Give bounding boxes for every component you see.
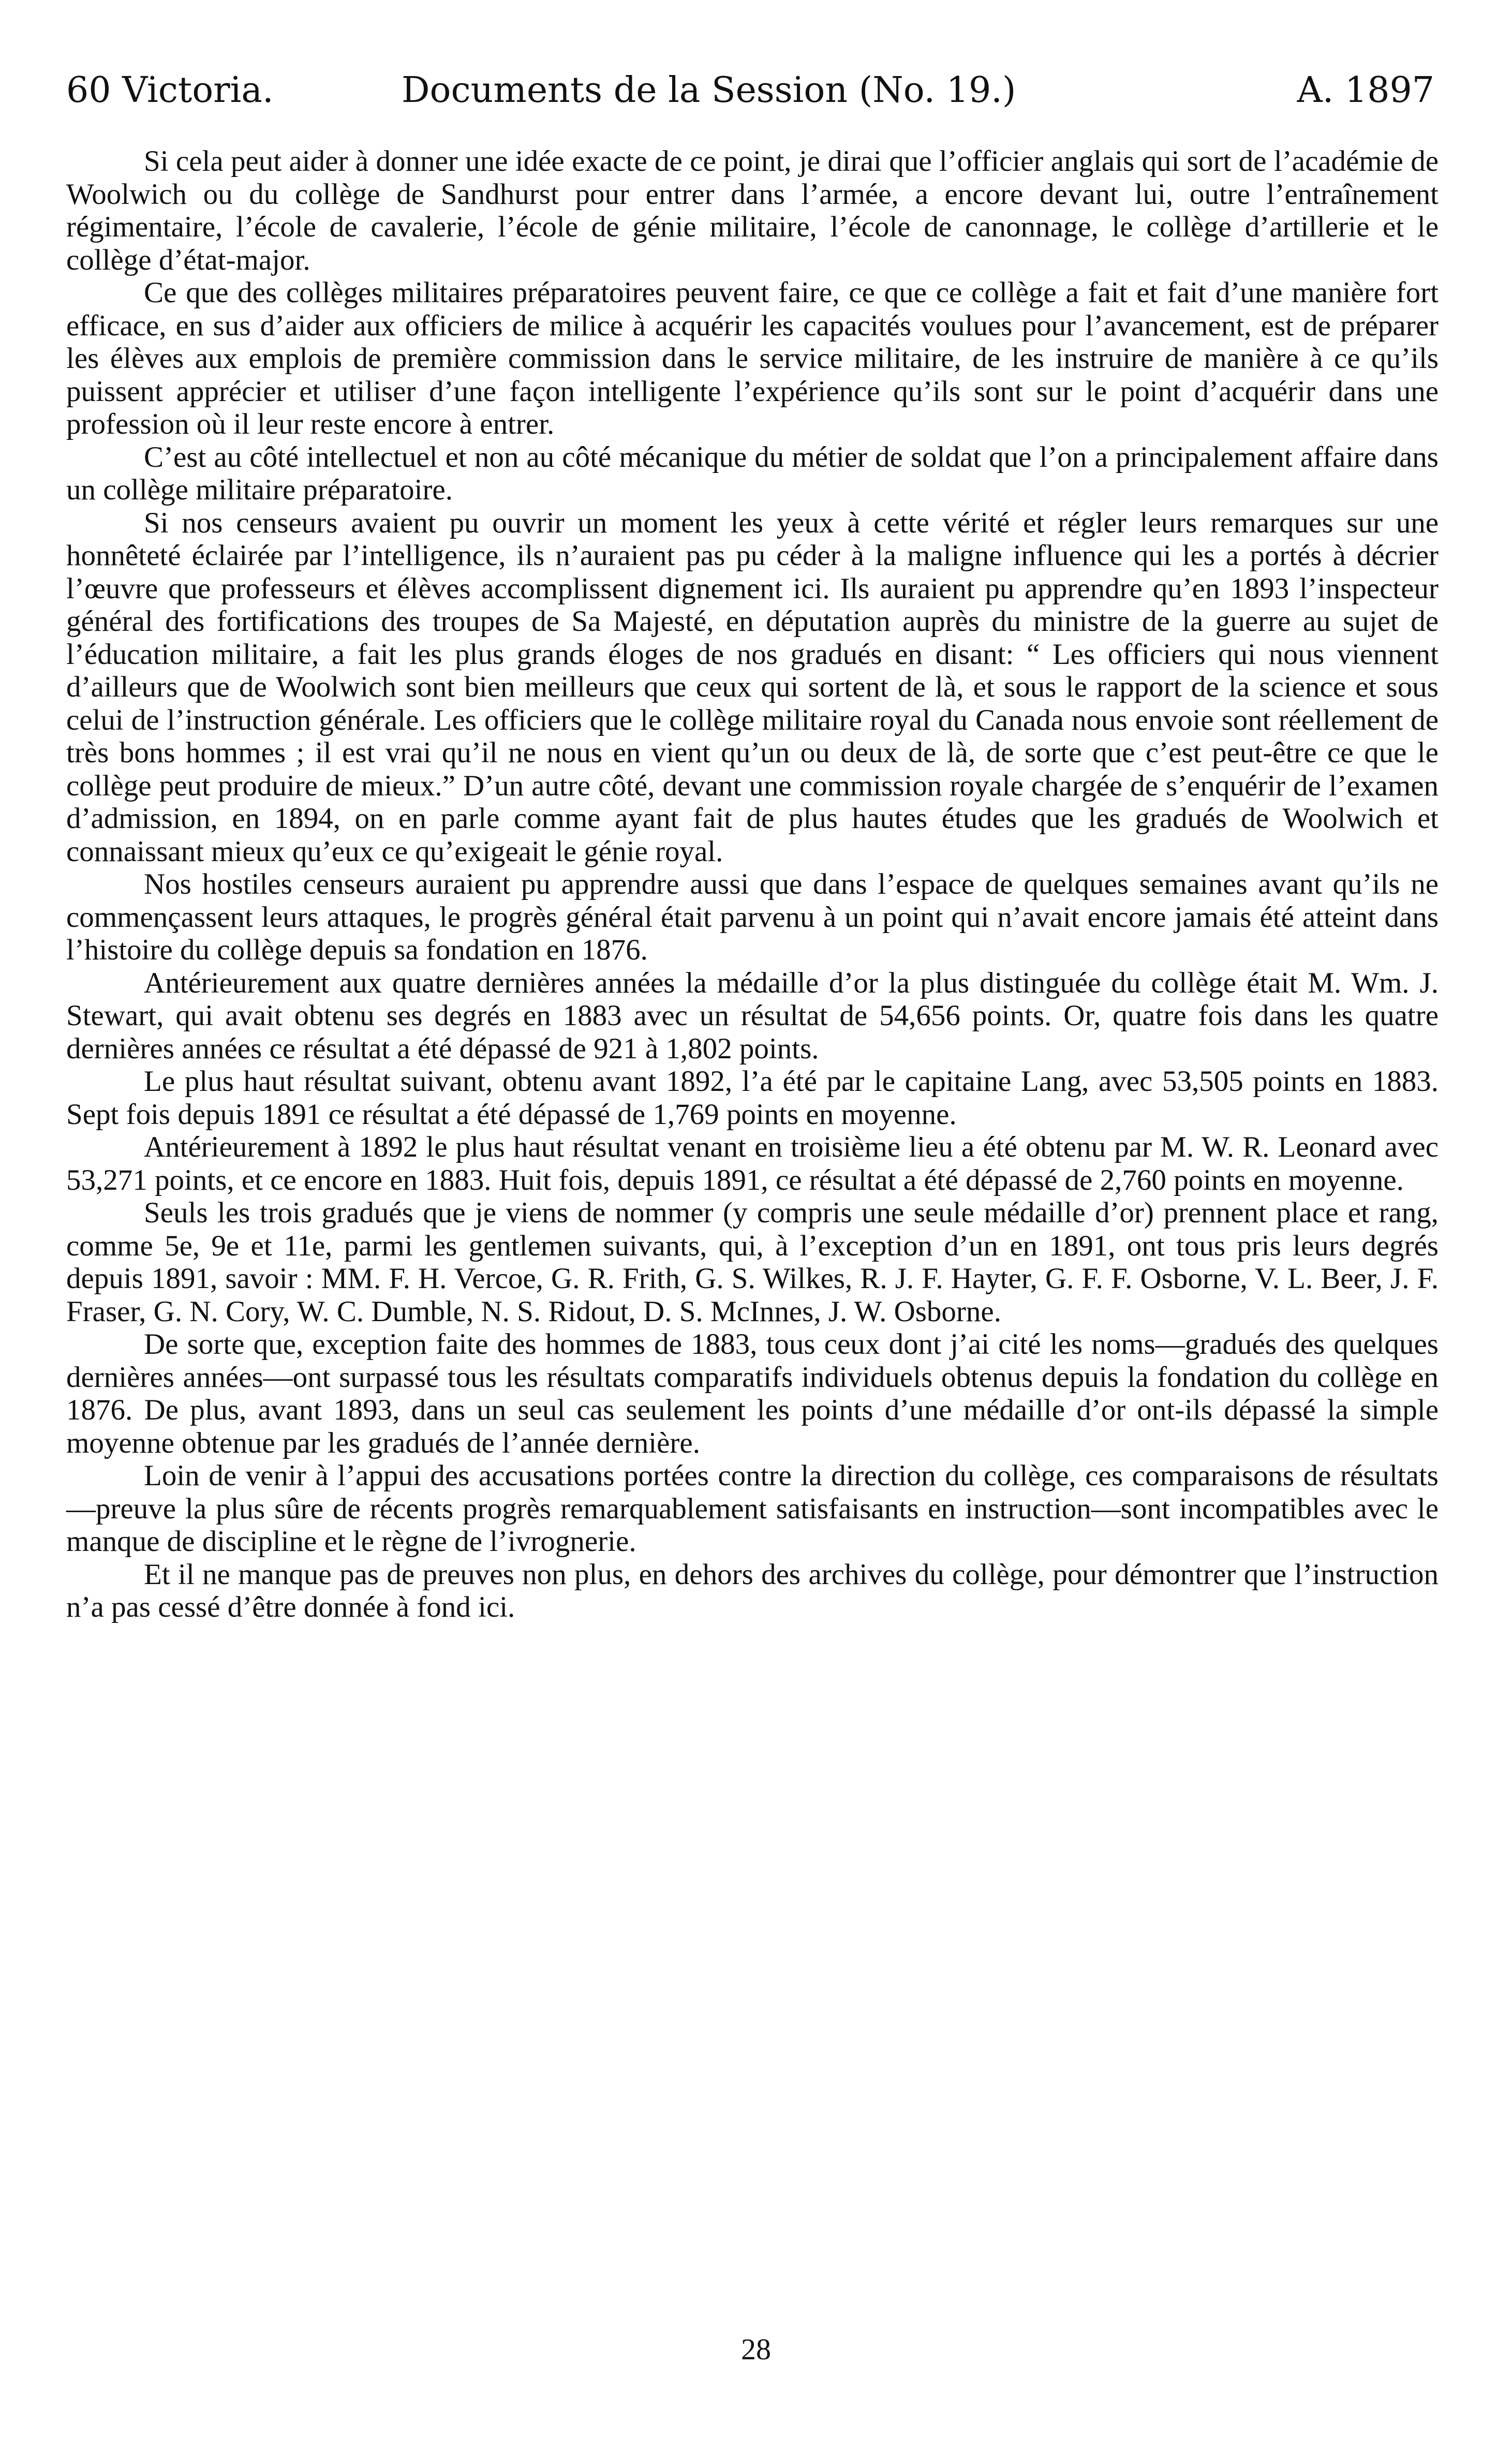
running-header <box>66 62 1434 119</box>
header-year: A. 1897 <box>1297 70 1434 111</box>
page-number: 28 <box>741 2332 771 2366</box>
body-text <box>66 145 1439 1624</box>
paragraph: Seuls les trois gradués que je viens de nommer (y compris une seule médaille d’or) prennent place et rang, comme 5e, 9e et 11e, parmi les gentlemen suivants, qui, à l’exception d’un en 1891, ont tous pris leurs degrés depuis 1891, savoir : MM. F. H. Vercoe, G. R. Frith, G. S. Wilkes, R. J. F. Hayter, G. F. F. Osborne, V. L. Beer, J. F. Fraser, G. N. Cory, W. C. Dumble, N. S. Ridout, D. S. McInnes, J. W. Osborne. <box>66 1196 1439 1328</box>
paragraph: Le plus haut résultat suivant, obtenu avant 1892, l’a été par le capitaine Lang, avec 53,505 points en 1883. Sept fois depuis 1891 ce résultat a été dépassé de 1,769 points en moyenne. <box>66 1065 1439 1131</box>
paragraph: Nos hostiles censeurs auraient pu apprendre aussi que dans l’espace de quelques semaines avant qu’ils ne commençassent leurs attaques, le progrès général était parvenu à un point qui n’avait encore jamais été atteint dans l’histoire du collège depuis sa fondation en 1876. <box>66 868 1439 966</box>
paragraph: C’est au côté intellectuel et non au côté mécanique du métier de soldat que l’on a principalement affaire dans un collège militaire préparatoire. <box>66 440 1439 506</box>
paragraph: Ce que des collèges militaires préparatoires peuvent faire, ce que ce collège a fait et fait d’une manière fort efficace, en sus d’aider aux officiers de milice à acquérir les capacités voulues pour l’avancement, est de préparer les élèves aux emplois de première commission dans le service militaire, de les instruire de manière à ce qu’ils puissent apprécier et utiliser d’une façon intelligente l’expérience qu’ils sont sur le point d’acquérir dans une profession où il leur reste encore à entrer. <box>66 276 1439 440</box>
paragraph: Antérieurement à 1892 le plus haut résultat venant en troisième lieu a été obtenu par M. W. R. Leonard avec 53,271 points, et ce encore en 1883. Huit fois, depuis 1891, ce résultat a été dépassé de 2,760 points en moyenne. <box>66 1131 1439 1196</box>
paragraph: Loin de venir à l’appui des accusations portées contre la direction du collège, ces comparaisons de résultats—preuve la plus sûre de récents progrès remarquablement satisfaisants en instruction—sont incompatibles avec le manque de discipline et le règne de l’ivrognerie. <box>66 1459 1439 1558</box>
header-volume: 60 Victoria. <box>66 70 274 111</box>
paragraph: Si cela peut aider à donner une idée exacte de ce point, je dirai que l’officier anglais qui sort de l’académie de Woolwich ou du collège de Sandhurst pour entrer dans l’armée, a encore devant lui, outre l’entraînement régimentaire, l’école de cavalerie, l’école de génie militaire, l’école de canonnage, le collège d’artillerie et le collège d’état-major. <box>66 145 1439 276</box>
paragraph: Si nos censeurs avaient pu ouvrir un moment les yeux à cette vérité et régler leurs remarques sur une honnêteté éclairée par l’intelligence, ils n’auraient pas pu céder à la maligne influence qui les a portés à décrier l’œuvre que professeurs et élèves accomplissent dignement ici. Ils auraient pu apprendre qu’en 1893 l’inspecteur général des fortifications des troupes de Sa Majesté, en députation auprès du ministre de la guerre au sujet de l’éducation militaire, a fait les plus grands éloges de nos gradués en disant: “ Les officiers qui nous viennent d’ailleurs que de Woolwich sont bien meilleurs que ceux qui sortent de là, et sous le rapport de la science et sous celui de l’instruction générale. Les officiers que le collège militaire royal du Canada nous envoie sont réellement de très bons hommes ; il est vrai qu’il ne nous en vient qu’un ou deux de là, de sorte que c’est peut-être ce que le collège peut produire de mieux.” D’un autre côté, devant une commission royale chargée de s’enquérir de l’examen d’admission, en 1894, on en parle comme ayant fait de plus hautes études que les gradués de Woolwich et connaissant mieux qu’eux ce qu’exigeait le génie royal. <box>66 506 1439 868</box>
paragraph: Et il ne manque pas de preuves non plus, en dehors des archives du collège, pour démontrer que l’instruction n’a pas cessé d’être donnée à fond ici. <box>66 1558 1439 1623</box>
paragraph: De sorte que, exception faite des hommes de 1883, tous ceux dont j’ai cité les noms—gradués des quelques dernières années—ont surpassé tous les résultats comparatifs individuels obtenus depuis la fondation du collège en 1876. De plus, avant 1893, dans un seul cas seulement les points d’une médaille d’or ont-ils dépassé la simple moyenne obtenue par les gradués de l’année dernière. <box>66 1328 1439 1459</box>
paragraph: Antérieurement aux quatre dernières années la médaille d’or la plus distinguée du collège était M. Wm. J. Stewart, qui avait obtenu ses degrés en 1883 avec un résultat de 54,656 points. Or, quatre fois dans les quatre dernières années ce résultat a été dépassé de 921 à 1,802 points. <box>66 966 1439 1065</box>
header-title: Documents de la Session (No. 19.) <box>402 70 1016 111</box>
